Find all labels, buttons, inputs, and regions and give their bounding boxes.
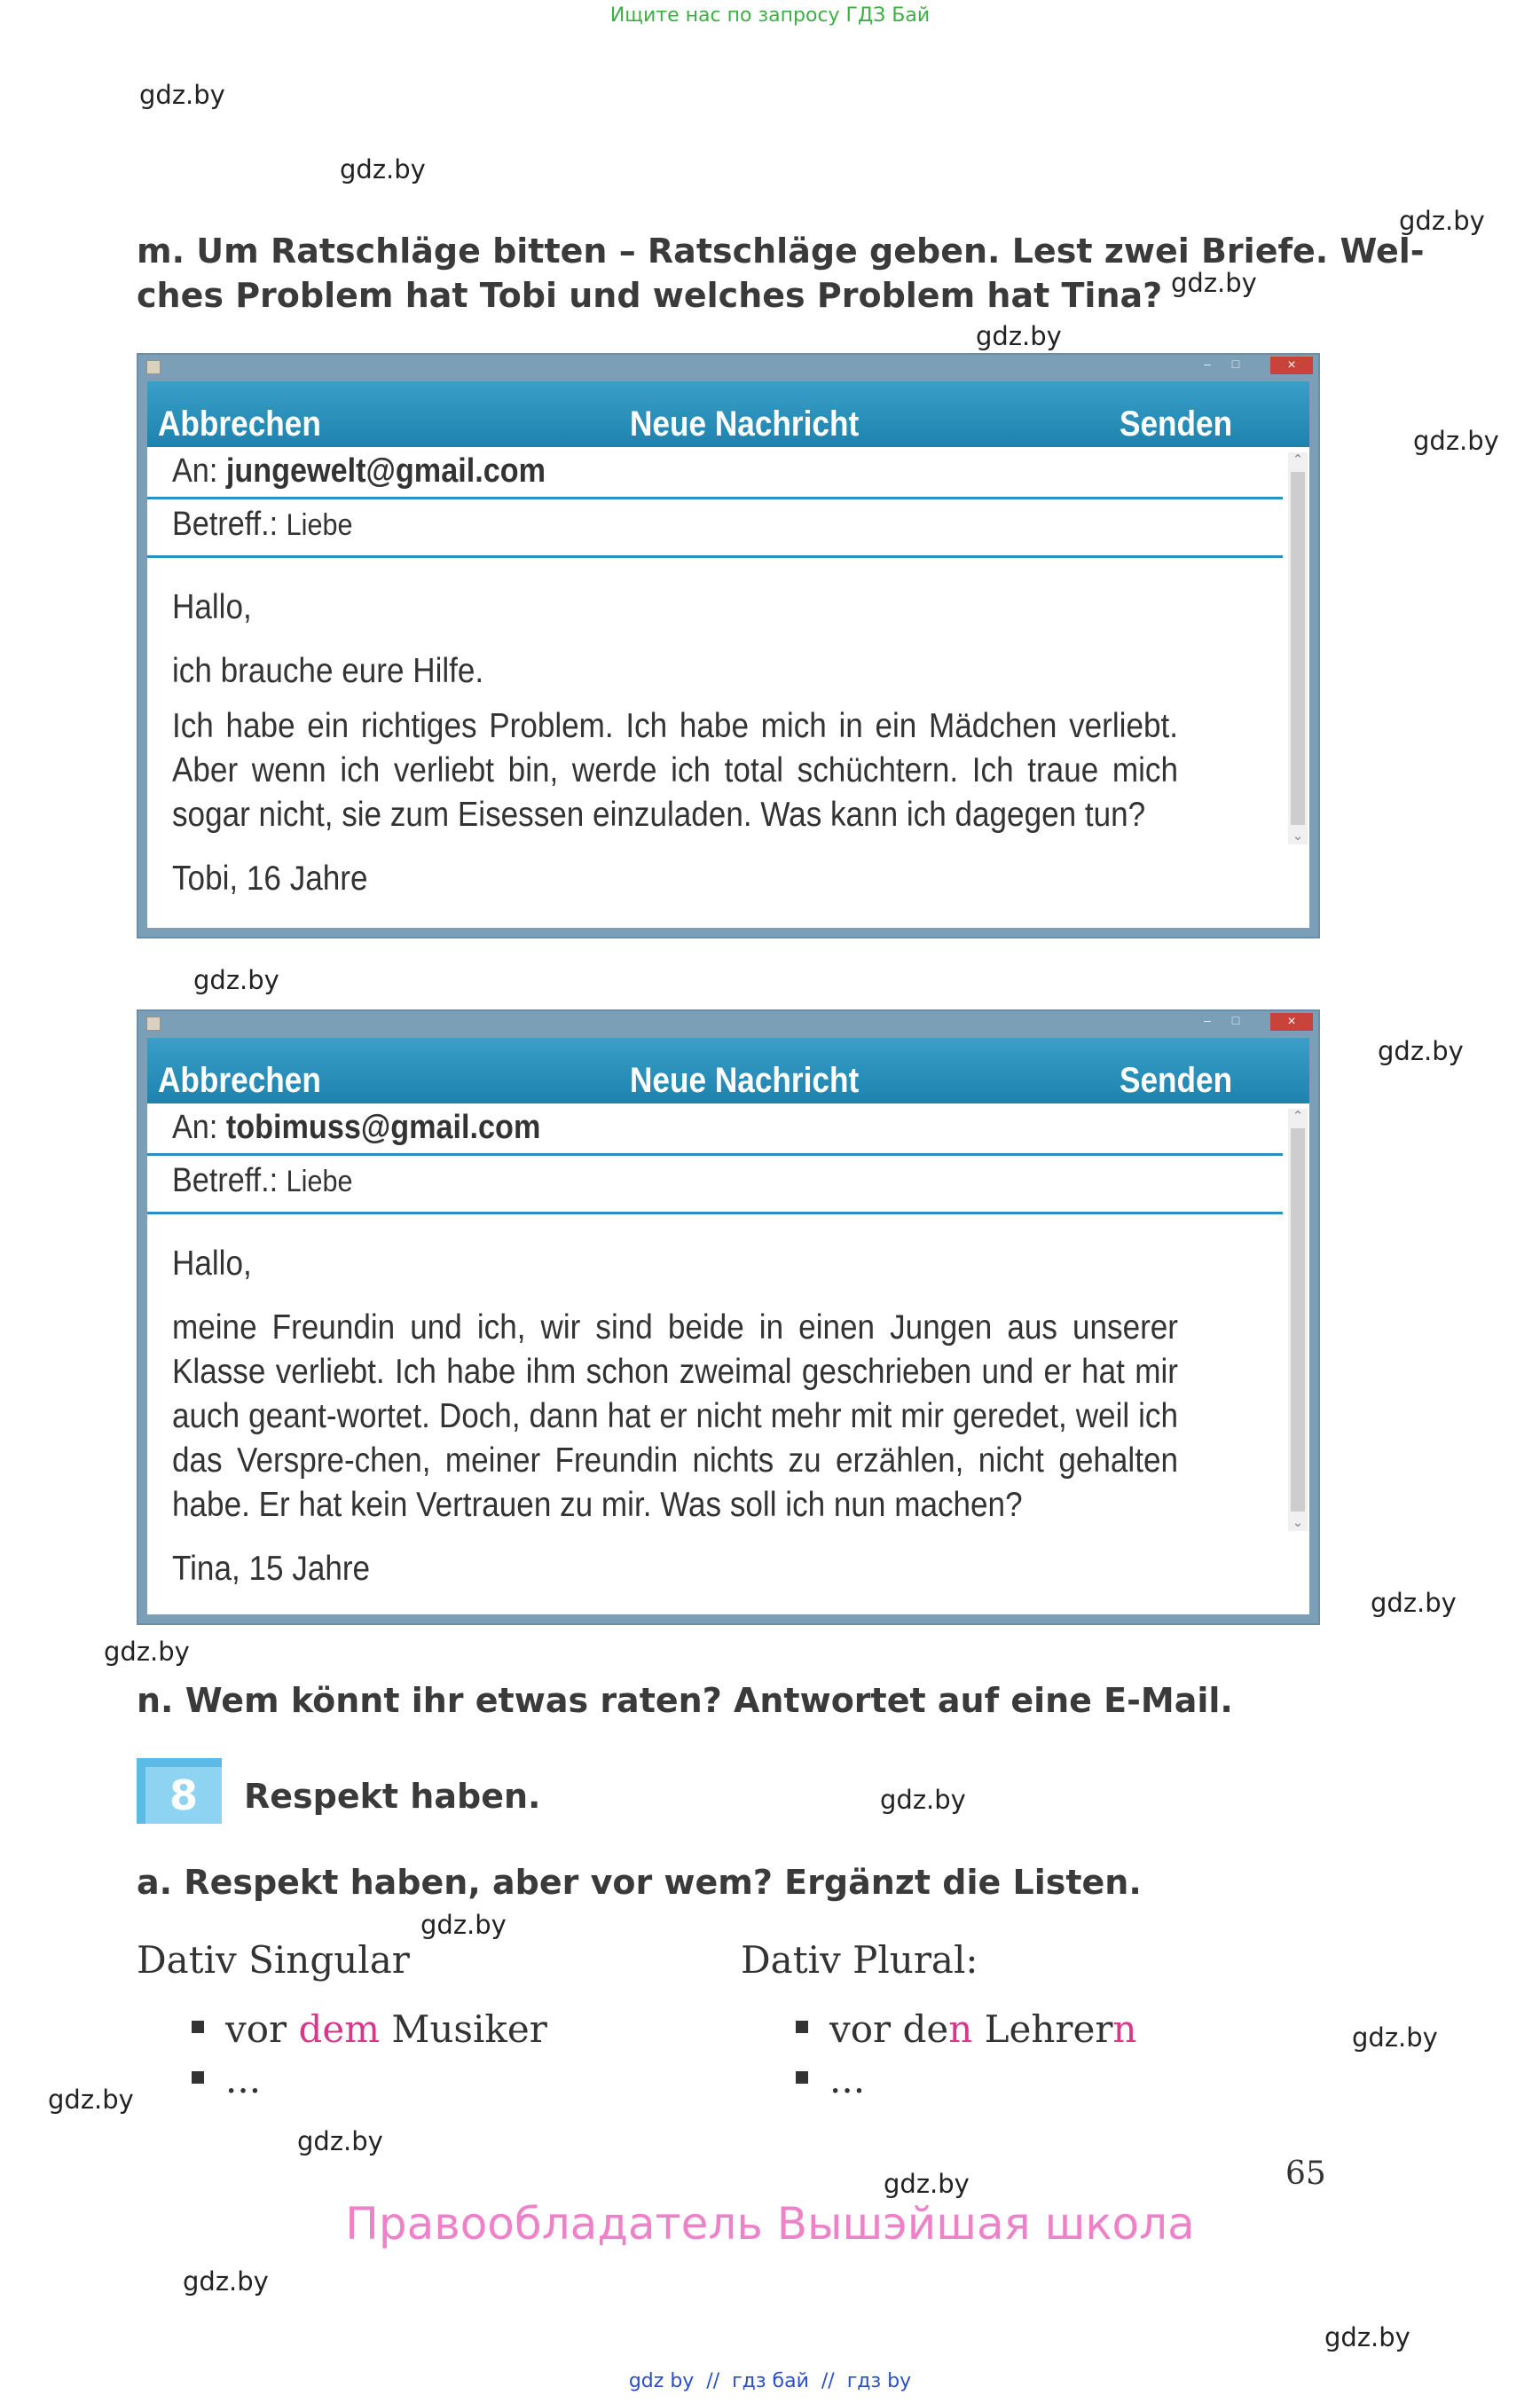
article-highlight: dem — [298, 2007, 381, 2051]
scrollbar-thumb[interactable] — [1291, 472, 1305, 825]
watermark: gdz.by — [880, 1785, 966, 1815]
message-paragraph: Ich habe ein richtiges Problem. Ich habe mich in ein Mädchen verliebt. Aber wenn ich verliebt bin, werde ich total schüchtern. Ich traue mich sogar nicht, sie zum Eisessen einzuladen. Was kann ich dagegen tun? — [172, 707, 1178, 834]
watermark: gdz.by — [48, 2085, 134, 2115]
item-text: ... — [829, 2058, 866, 2101]
watermark: gdz.by — [104, 1637, 190, 1667]
scrollbar[interactable] — [1288, 452, 1308, 844]
item-text: Lehrer — [972, 2007, 1113, 2051]
list-item — [796, 2007, 1136, 2051]
bullet-icon — [796, 2021, 808, 2033]
task-m-heading — [137, 229, 1425, 318]
watermark: gdz.by — [976, 321, 1062, 351]
window-titlebar — [138, 355, 1318, 378]
greeting: Hallo, — [172, 588, 252, 626]
minimize-button[interactable]: – — [1204, 1013, 1211, 1027]
exercise-title: Respekt haben. — [244, 1777, 541, 1816]
close-button[interactable]: × — [1270, 1013, 1313, 1031]
ending-highlight: n — [1112, 2007, 1137, 2051]
item-text: vor — [225, 2007, 299, 2051]
task-m-line-2: ches Problem hat Tobi und welches Problem hat Tina? — [137, 276, 1163, 315]
cancel-button[interactable]: Abbrechen — [158, 404, 321, 444]
watermark: gdz.by — [1413, 426, 1499, 456]
item-text: Musiker — [380, 2007, 547, 2051]
list-item — [192, 2058, 261, 2101]
message-paragraph: meine Freundin und ich, wir sind beide in einen Jungen aus unserer Klasse verliebt. Ich habe ihm schon zweimal geschrieben und er hat mir auch geant-wortet. Doch, dann hat er nicht mehr mit mir geredet, weil ich das Verspre-chen, meiner Freundin nichts zu erzählen, nicht gehalten habe. Er hat kein Vertrauen zu mir. Was soll ich nun machen? — [172, 1308, 1178, 1524]
list-item — [796, 2058, 865, 2101]
email-header-bar — [147, 1038, 1309, 1103]
search-banner: Ищите нас по запросу ГДЗ Бай — [609, 4, 931, 27]
greeting: Hallo, — [172, 1245, 252, 1283]
watermark: gdz.by — [420, 1910, 507, 1940]
email-body — [147, 1103, 1309, 1614]
new-message-title: Neue Nachricht — [630, 404, 860, 444]
divider — [147, 1153, 1283, 1156]
scrollbar[interactable] — [1288, 1109, 1308, 1531]
task-a-heading: a. Respekt haben, aber vor wem? Ergänzt die Listen. — [137, 1863, 1142, 1902]
maximize-button[interactable]: □ — [1231, 1013, 1240, 1027]
watermark: gdz.by — [297, 2126, 383, 2156]
rights-holder-text: Правообладатель Вышэйшая школа — [345, 2198, 1195, 2250]
to-label: An: — [172, 1109, 218, 1146]
send-button[interactable]: Senden — [1120, 404, 1233, 444]
divider — [147, 555, 1283, 558]
bullet-icon — [192, 2071, 204, 2084]
scrollbar-thumb[interactable] — [1291, 1128, 1305, 1512]
scroll-up-arrow-icon[interactable]: ⌃ — [1292, 452, 1304, 467]
scroll-down-arrow-icon[interactable]: ⌄ — [1292, 1515, 1304, 1530]
watermark: gdz.by — [1378, 1036, 1464, 1066]
app-icon — [146, 360, 161, 374]
minimize-button[interactable]: – — [1204, 357, 1211, 371]
task-m-line-1: m. Um Ratschläge bitten – Ratschläge geben. Lest zwei Briefe. Wel- — [137, 232, 1425, 271]
list-item — [192, 2007, 547, 2051]
send-button[interactable]: Senden — [1120, 1061, 1233, 1100]
signature: Tobi, 16 Jahre — [172, 860, 368, 898]
subject-label: Betreff.: — [172, 506, 279, 543]
cancel-button[interactable]: Abbrechen — [158, 1061, 321, 1100]
new-message-title: Neue Nachricht — [630, 1061, 860, 1100]
footer-links[interactable]: gdz by // гдз бай // гдз by — [628, 2370, 912, 2392]
exercise-number-badge — [137, 1758, 222, 1824]
to-address: jungewelt@gmail.com — [225, 452, 546, 490]
watermark: gdz.by — [1352, 2022, 1438, 2053]
email-body — [147, 447, 1309, 928]
watermark: gdz.by — [183, 2266, 269, 2297]
maximize-button[interactable]: □ — [1231, 357, 1240, 371]
item-text: ... — [225, 2058, 262, 2101]
ending-highlight: n — [948, 2007, 973, 2051]
subject-field[interactable] — [172, 1162, 353, 1200]
bullet-icon — [796, 2071, 808, 2084]
message-text[interactable] — [172, 1242, 1178, 1591]
to-address: tobimuss@gmail.com — [225, 1109, 541, 1146]
watermark: gdz.by — [1324, 2322, 1410, 2352]
dativ-plural-heading: Dativ Plural: — [741, 1938, 978, 1982]
task-n-heading: n. Wem könnt ihr etwas raten? Antwortet auf eine E-Mail. — [137, 1681, 1233, 1720]
subject-value: Liebe — [286, 508, 353, 542]
close-button[interactable]: × — [1270, 357, 1313, 374]
watermark: gdz.by — [1371, 1588, 1457, 1618]
subject-value: Liebe — [286, 1165, 353, 1198]
email-window-tina — [137, 1009, 1320, 1625]
bullet-icon — [192, 2021, 204, 2033]
to-field[interactable] — [172, 1109, 540, 1147]
subject-label: Betreff.: — [172, 1162, 279, 1199]
email-window-tobi — [137, 353, 1320, 938]
window-titlebar — [138, 1011, 1318, 1034]
to-label: An: — [172, 452, 218, 490]
signature: Tina, 15 Jahre — [172, 1550, 371, 1588]
item-text: vor de — [829, 2007, 949, 2051]
app-icon — [146, 1017, 161, 1031]
dativ-singular-heading: Dativ Singular — [137, 1938, 410, 1982]
watermark: gdz.by — [884, 2169, 970, 2199]
divider — [147, 1212, 1283, 1214]
exercise-number: 8 — [145, 1767, 222, 1824]
message-line: ich brauche eure Hilfe. — [172, 652, 484, 690]
scroll-down-arrow-icon[interactable]: ⌄ — [1292, 828, 1304, 844]
watermark: gdz.by — [139, 80, 225, 110]
scroll-up-arrow-icon[interactable]: ⌃ — [1292, 1109, 1304, 1124]
message-text[interactable] — [172, 585, 1178, 901]
watermark: gdz.by — [1171, 268, 1257, 298]
watermark: gdz.by — [1399, 206, 1485, 236]
subject-field[interactable] — [172, 506, 353, 544]
divider — [147, 497, 1283, 499]
email-header-bar — [147, 381, 1309, 447]
watermark: gdz.by — [193, 965, 279, 995]
watermark: gdz.by — [340, 154, 426, 185]
to-field[interactable] — [172, 452, 546, 491]
page-number: 65 — [1285, 2156, 1326, 2192]
